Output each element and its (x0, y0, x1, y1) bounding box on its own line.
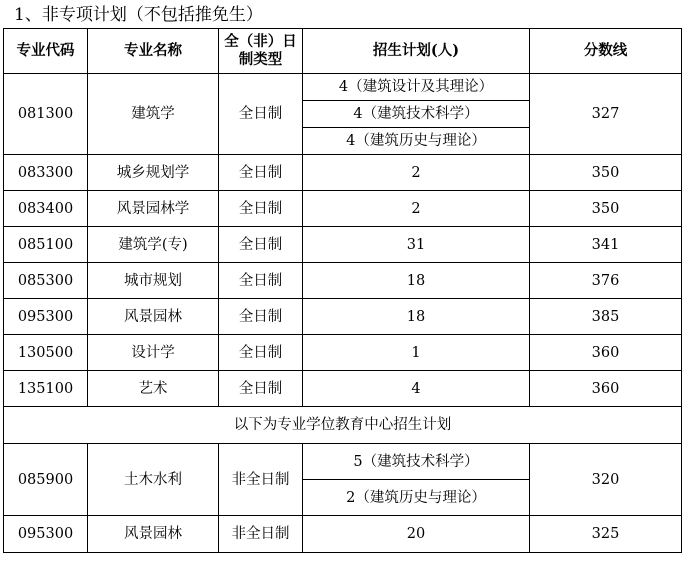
cell-plan: 2 (303, 191, 530, 227)
header-type: 全（非）日制类型 (219, 29, 303, 74)
admission-plan-table (3, 28, 682, 553)
cell-code: 083300 (4, 155, 88, 191)
cell-type: 全日制 (219, 335, 303, 371)
cell-name: 建筑学(专) (88, 227, 219, 263)
cell-name: 建筑学 (88, 74, 219, 155)
cell-plan: 5（建筑技术科学） (303, 444, 530, 480)
cell-code: 083400 (4, 191, 88, 227)
cell-code: 135100 (4, 371, 88, 407)
cell-score: 360 (530, 371, 682, 407)
cell-name: 风景园林 (88, 516, 219, 553)
cell-plan: 2（建筑历史与理论） (303, 480, 530, 516)
cell-plan: 4（建筑技术科学） (303, 101, 530, 128)
cell-type: 全日制 (219, 74, 303, 155)
cell-type: 非全日制 (219, 444, 303, 516)
cell-type: 全日制 (219, 371, 303, 407)
header-plan: 招生计划(人) (303, 29, 530, 74)
table-row (4, 335, 682, 371)
cell-score: 360 (530, 335, 682, 371)
cell-type: 全日制 (219, 263, 303, 299)
cell-plan: 4（建筑设计及其理论） (303, 74, 530, 101)
table-row (4, 191, 682, 227)
cell-score: 385 (530, 299, 682, 335)
cell-score: 327 (530, 74, 682, 155)
cell-code: 085900 (4, 444, 88, 516)
cell-code: 095300 (4, 516, 88, 553)
cell-name: 风景园林学 (88, 191, 219, 227)
cell-plan: 20 (303, 516, 530, 553)
cell-plan: 4 (303, 371, 530, 407)
cell-type: 全日制 (219, 227, 303, 263)
cell-score: 350 (530, 191, 682, 227)
cell-type: 非全日制 (219, 516, 303, 553)
section-heading: 1、非专项计划（不包括推免生） (14, 5, 263, 25)
table-row (4, 263, 682, 299)
header-code: 专业代码 (4, 29, 88, 74)
cell-name: 艺术 (88, 371, 219, 407)
table-row (4, 227, 682, 263)
table-row (4, 444, 682, 480)
cell-name: 风景园林 (88, 299, 219, 335)
cell-type: 全日制 (219, 299, 303, 335)
cell-name: 城乡规划学 (88, 155, 219, 191)
cell-name: 土木水利 (88, 444, 219, 516)
cell-plan: 18 (303, 263, 530, 299)
cell-plan: 18 (303, 299, 530, 335)
cell-code: 085100 (4, 227, 88, 263)
cell-name: 设计学 (88, 335, 219, 371)
table-row (4, 299, 682, 335)
cell-code: 081300 (4, 74, 88, 155)
table-row (4, 516, 682, 553)
cell-plan: 4（建筑历史与理论） (303, 128, 530, 155)
cell-code: 130500 (4, 335, 88, 371)
cell-plan: 2 (303, 155, 530, 191)
cell-plan: 31 (303, 227, 530, 263)
cell-score: 341 (530, 227, 682, 263)
cell-score: 350 (530, 155, 682, 191)
header-name: 专业名称 (88, 29, 219, 74)
cell-type: 全日制 (219, 191, 303, 227)
table-row (4, 371, 682, 407)
cell-type: 全日制 (219, 155, 303, 191)
table-row (4, 74, 682, 101)
cell-score: 376 (530, 263, 682, 299)
cell-score: 320 (530, 444, 682, 516)
cell-name: 城市规划 (88, 263, 219, 299)
header-row (4, 29, 682, 74)
center-note: 以下为专业学位教育中心招生计划 (4, 407, 682, 444)
header-score: 分数线 (530, 29, 682, 74)
cell-score: 325 (530, 516, 682, 553)
note-row (4, 407, 682, 444)
cell-code: 095300 (4, 299, 88, 335)
table-row (4, 155, 682, 191)
cell-plan: 1 (303, 335, 530, 371)
cell-code: 085300 (4, 263, 88, 299)
